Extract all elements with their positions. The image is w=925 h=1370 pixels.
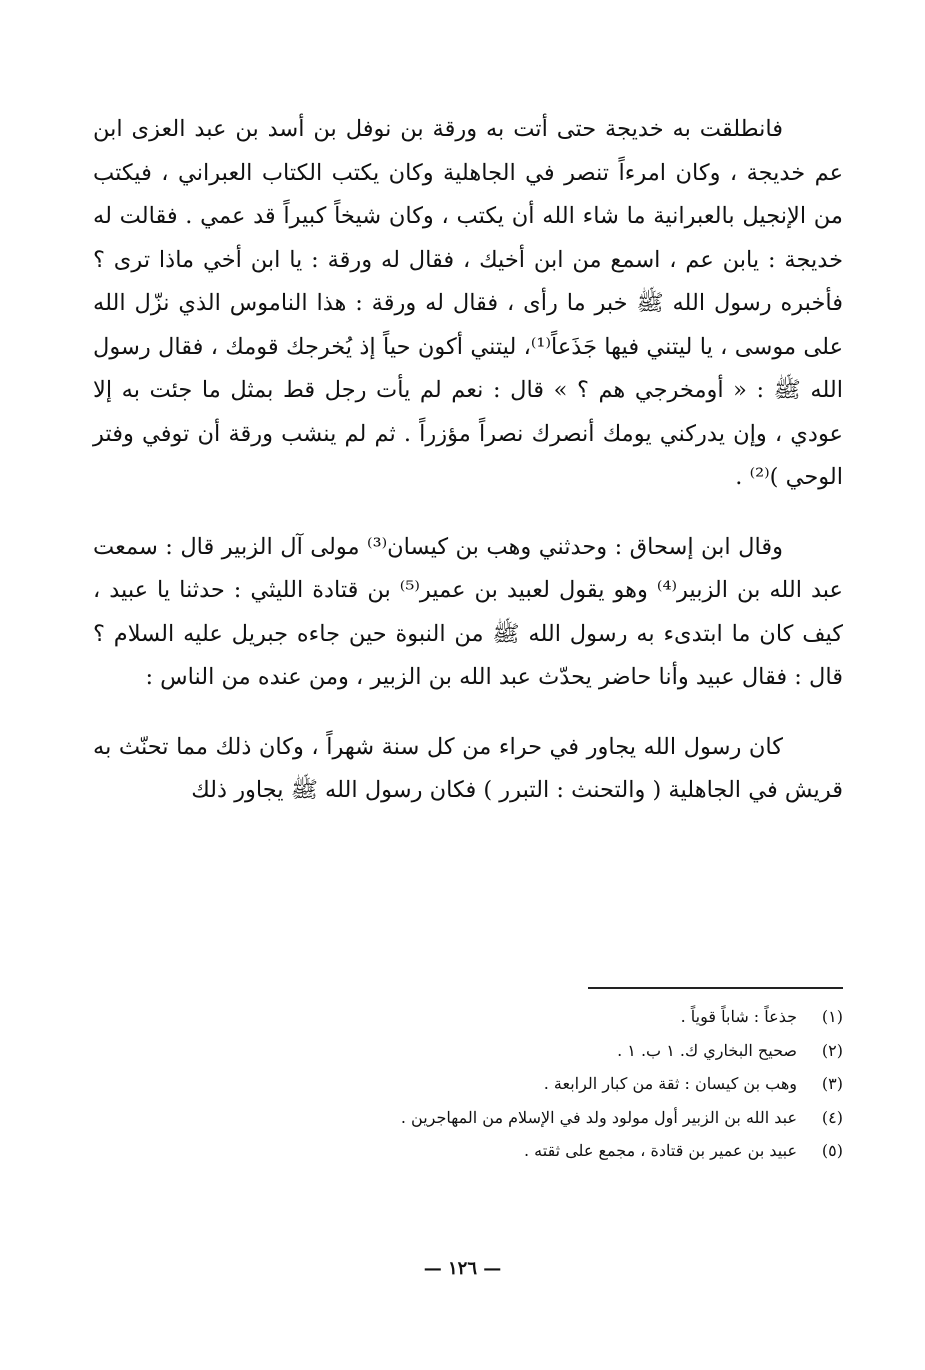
- footnote-text: صحيح البخاري ك. ١ ب. ١ .: [617, 1040, 797, 1060]
- footnote-number: (٥): [821, 1141, 843, 1160]
- page-number: — ١٢٦ —: [423, 1258, 502, 1279]
- footnote-item: [93, 1101, 843, 1135]
- footnote-number: (٢): [821, 1040, 843, 1060]
- paragraph: وقال ابن إسحاق : وحدثني وهب بن كيسان⁽³⁾ مولى آل الزبير قال : سمعت عبد الله بن الزبير⁽⁴⁾ وهو يقول لعبيد بن عمير⁽⁵⁾ بن قتادة الليثي : حدثنا يا عبيد ، كيف كان ما ابتدىء به رسول الله ﷺ من النبوة حين جاءه جبريل عليه السلام ؟ قال : فقال عبيد وأنا حاضر يحدّث عبد الله بن الزبير ، ومن عنده من الناس :: [93, 533, 843, 690]
- footnote-text: وهب بن كيسان : ثقة من كبار الرابعة .: [543, 1074, 797, 1093]
- footnote-number: (٣): [821, 1074, 843, 1093]
- paragraph: فانطلقت به خديجة حتى أتت به ورقة بن نوفل بن أسد بن عبد العزى ابن عم خديجة ، وكان امرءاً تنصر في الجاهلية وكان يكتب الكتاب العبراني ، فيكتب من الإنجيل بالعبرانية ما شاء الله أن يكتب ، وكان شيخاً كبيراً قد عمي . فقالت له خديجة : يابن عم ، اسمع من ابن أخيك ، فقال له ورقة : يا ابن أخي ماذا ترى ؟ فأخبره رسول الله ﷺ خبر ما رأى ، فقال له ورقة : هذا الناموس الذي نزّل الله على موسى ، يا ليتني فيها جَذَعاً⁽¹⁾، ليتني أكون حياً إذ يُخرجك قومك ، فقال رسول الله ﷺ : « أومخرجي هم ؟ » قال : نعم لم يأت رجل قط بمثل ما جئت به إلا عودي ، وإن يدركني يومك أنصرك نصراً مؤزراً . ثم لم ينشب ورقة أن توفي وفتر الوحي )⁽²⁾ .: [93, 116, 843, 490]
- paragraph: كان رسول الله يجاور في حراء من كل سنة شهراً ، وكان ذلك مما تحنّث به قريش في الجاهلية ( والتحنث : التبرر ) فكان رسول الله ﷺ يجاور ذلك: [93, 733, 843, 803]
- footnote-item: [93, 1067, 843, 1101]
- footnote-text: عبد الله بن الزبير أول مولود ولد في الإسلام من المهاجرين .: [400, 1107, 797, 1127]
- main-text-body: [93, 108, 843, 813]
- footnote-divider: [588, 987, 843, 989]
- footnote-number: (٤): [821, 1107, 843, 1127]
- footnote-text: عبيد بن عمير بن قتادة ، مجمع على ثقته .: [524, 1141, 797, 1160]
- footnote-number: (١): [821, 1007, 843, 1026]
- footnote-item: [93, 1034, 843, 1068]
- footnote-text: جذعاً : شاباً قوياً .: [680, 1007, 797, 1026]
- footnotes-list: [93, 1000, 843, 1168]
- footnote-item: [93, 1000, 843, 1034]
- footnote-item: [93, 1134, 843, 1168]
